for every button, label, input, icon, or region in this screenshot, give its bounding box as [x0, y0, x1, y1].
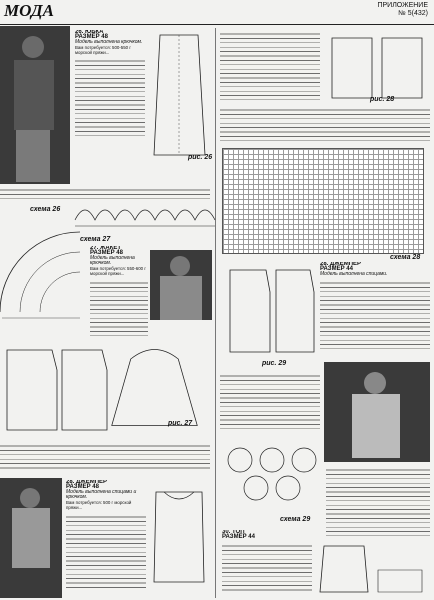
scheme-28-label: схема 28 — [390, 254, 421, 261]
article-26-model: Модель выполнена крючком. — [75, 39, 143, 46]
scheme-27-label: схема 27 — [80, 236, 111, 243]
article-30-heading: 30. ТОП — [222, 530, 245, 535]
scheme-29-drawing — [222, 440, 322, 516]
right-column-text-top — [220, 30, 320, 100]
article-28b-size: РАЗМЕР 44 — [320, 266, 353, 273]
article-26-needs: Вам потребуется: 500-550 г морской пряжи... — [75, 45, 131, 56]
article-28-model: Модель выполнена спицами и крючком. — [66, 489, 137, 501]
article-27-needs: Вам потребуется: 550-600 г морской пряжи... — [90, 266, 146, 277]
article-28-heading: 28. ДЖЕМПЕР — [66, 480, 108, 485]
right-column-text-middle — [220, 106, 430, 144]
skirt-pattern-drawing — [150, 30, 212, 160]
section-label: ПРИЛОЖЕНИЕ — [377, 2, 428, 9]
pattern-30-drawing — [318, 540, 428, 598]
scheme-26-drawing — [75, 200, 215, 230]
article-27-model: Модель выполнена крючком. — [90, 255, 135, 267]
scheme-26-label: схема 26 — [30, 206, 61, 213]
right-column-text-bottom — [326, 466, 430, 536]
article-27-body — [90, 279, 148, 339]
article-28b-model: Модель выполнена спицами. — [320, 271, 388, 278]
article-26-size: РАЗМЕР 48 — [75, 34, 108, 41]
article-26-continued — [0, 186, 210, 200]
article-28-needs: Вам потребуется: 500 г морской пряжи... — [66, 500, 132, 511]
knitting-chart-28 — [222, 148, 424, 254]
article-30-size: РАЗМЕР 44 — [222, 534, 255, 541]
column-divider — [215, 28, 216, 598]
figure-28-label: рис. 28 — [370, 96, 395, 103]
scheme-29-label: схема 29 — [280, 516, 311, 523]
article-27-text — [90, 246, 148, 346]
article-26-body — [75, 57, 145, 137]
figure-26-label: рис. 26 — [188, 154, 213, 161]
model-photo-top — [324, 362, 430, 462]
article-26-text — [75, 30, 145, 150]
masthead — [0, 0, 434, 25]
article-27-size: РАЗМЕР 48 — [90, 250, 123, 257]
article-28-size: РАЗМЕР 48 — [66, 484, 99, 491]
article-28b-body — [320, 279, 430, 349]
article-28-body — [66, 513, 146, 589]
issue-info — [377, 2, 428, 18]
figure-27-label: рис. 27 — [168, 420, 193, 427]
model-photo-jumper — [0, 478, 62, 598]
model-photo-skirt — [0, 26, 70, 184]
model-photo-jacket — [150, 250, 212, 320]
article-28b-text — [320, 262, 430, 358]
right-column-text-lower — [220, 372, 320, 432]
scheme-27-drawing — [0, 232, 90, 340]
article-26-heading: 26. ЮБКА — [75, 30, 104, 35]
article-27-heading: 27. ЖАКЕТ — [90, 246, 122, 251]
issue-number: № 5(432) — [398, 10, 428, 17]
article-28b-heading: 28. ДЖЕМПЕР — [320, 262, 362, 267]
article-30-text — [222, 530, 312, 596]
article-30-body — [222, 542, 312, 592]
pattern-29-drawing — [222, 262, 318, 362]
article-28-text — [66, 480, 146, 596]
magazine-logo: МОДА — [4, 1, 54, 20]
article-27-continued — [0, 442, 210, 472]
jumper-pattern-drawing — [150, 482, 212, 592]
figure-29-label: рис. 29 — [262, 360, 287, 367]
